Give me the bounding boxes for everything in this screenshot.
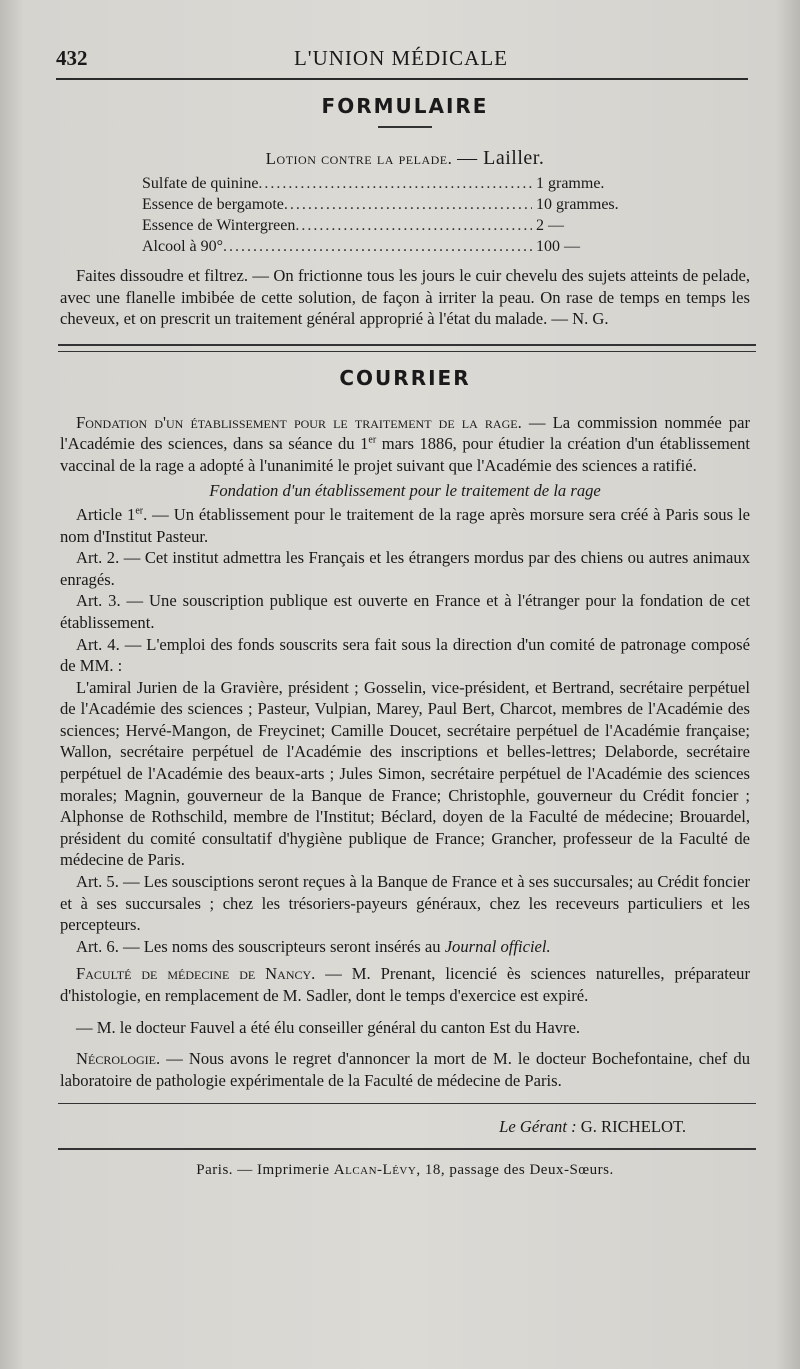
nancy-lead: Faculté de médecine de Nancy. (76, 964, 316, 984)
article-1 (60, 504, 750, 547)
ingredient-row (142, 215, 662, 236)
article-4: Art. 4. — L'emploi des fonds souscrits sera fait sous la direction d'un comité de patronage composé de MM. : (60, 634, 750, 676)
article-5: Art. 5. — Les sousciptions seront reçues à la Banque de France et à ses succursales; au Crédit foncier et à ses succursales ; chez les trésoriers-payeurs généraux, chez les receveurs particuliers et les percepteurs. (60, 872, 750, 935)
necrologie-paragraph (60, 1048, 750, 1091)
fondation-lead: Fondation d'un établissement pour le traitement de la rage. (76, 412, 522, 432)
lotion-heading (60, 148, 750, 170)
page-number: 432 (56, 46, 88, 70)
fondation-sup: er (368, 434, 377, 446)
ingredient-name: Essence de bergamote ..... (142, 194, 532, 215)
ingredient-list (142, 173, 662, 257)
footer-text-b: , 18, passage des Deux-Sœurs. (416, 1161, 614, 1178)
fondation-subtitle: Fondation d'un établissement pour le traitement de la rage (209, 481, 601, 501)
signature (60, 1116, 750, 1138)
page-content (60, 96, 750, 1182)
printer-footer (60, 1160, 750, 1182)
header-rule (56, 78, 748, 80)
ingredient-qty: 10 grammes. (536, 196, 619, 214)
fondation-text-a: — La commission nommée par l'Académie des sciences, dans sa séance du 1 (60, 412, 750, 454)
formulaire-title: FORMULAIRE (321, 94, 489, 118)
ingredient-qty: 1 gramme. (536, 175, 605, 193)
section-divider (58, 344, 756, 352)
art1-text: . — Un établissement pour le traitement de la rage après morsure sera créé à Paris sous le nom d'Institut Pasteur. (60, 504, 750, 546)
necro-lead: Nécrologie. (76, 1049, 161, 1069)
nancy-text: — M. Prenant, licencié ès sciences naturelles, préparateur d'histologie, en remplacement de M. Sadler, dont le temps d'exercice est expiré. (60, 964, 750, 1005)
art6-text: Art. 6. — Les noms des souscripteurs seront insérés au (76, 936, 445, 956)
ingredient-row (142, 236, 662, 257)
ingredient-name: Alcool à 90° ..... (142, 236, 532, 257)
lotion-instructions: Faites dissoudre et filtrez. — On frictionne tous les jours le cuir chevelu des sujets atteints de pelade, avec une flanelle imbibée de cette solution, de façon à irriter la peau. On rase de temps en temps les cheveux, et on prescrit un traitement général approprié à l'état du malade. — N. G. (60, 266, 750, 329)
lotion-author: — Lailler. (457, 146, 545, 169)
footer-text-a: Paris. — Imprimerie (196, 1161, 334, 1178)
footer-printer: Alcan-Lévy (333, 1161, 417, 1178)
ingredient-qty: 2 — (536, 217, 564, 235)
fondation-paragraph (60, 412, 750, 477)
article-2: Art. 2. — Cet institut admettra les Français et les étrangers mordus par des chiens ou autres animaux enragés. (60, 548, 750, 589)
ingredient-name: Sulfate de quinine ..... (142, 173, 532, 194)
ingredient-qty: 100 — (536, 238, 580, 256)
fondation-text-b: mars 1886, pour étudier la création d'un établissement vaccinal de la rage a adopté à l'unanimité le projet suivant que l'Académie des sciences a ratifié. (60, 434, 751, 475)
signature-name: G. RICHELOT. (580, 1117, 686, 1137)
ingredient-row (142, 173, 662, 194)
footer-rule (58, 1148, 756, 1150)
journal-title: L'UNION MÉDICALE (293, 46, 508, 70)
fauvel-paragraph: — M. le docteur Fauvel a été élu conseiller général du canton Est du Havre. (76, 1017, 581, 1037)
lotion-title: Lotion contre la pelade. (265, 148, 453, 168)
committee-list: L'amiral Jurien de la Gravière, président ; Gosselin, vice-président, et Bertrand, secrétaire perpétuel de l'Académie des sciences ; Pasteur, Vulpian, Marey, Paul Bert, Charcot, membres de l'Académie des sciences; Hervé-Mangon, de Freycinet; Camille Doucet, secrétaire perpétuel de l'Académie française; Wallon, secrétaire perpétuel de l'Académie des inscriptions et belles-lettres; Delaborde, secrétaire perpétuel de l'Académie des beaux-arts ; Jules Simon, secrétaire perpétuel de l'Académie des sciences morales; Magnin, gouverneur de la Banque de France; Christophle, gouverneur du Crédit foncier ; Alphonse de Rothschild, membre de l'Institut; Béclard, doyen de la Faculté de médecine; Brouardel, président du comité consultatif d'hygiène publique de France; Grancher, professeur de la Faculté de médecine de Paris. (60, 677, 750, 870)
nancy-paragraph (60, 963, 750, 1006)
signature-label: Le Gérant : (499, 1117, 577, 1137)
art1-sup: er (135, 505, 144, 517)
running-header (56, 44, 746, 76)
title-underline (378, 126, 432, 128)
necro-text: — Nous avons le regret d'annoncer la mort de M. le docteur Bochefontaine, chef du laboratoire de pathologie expérimentale de la Faculté de médecine de Paris. (60, 1049, 750, 1090)
art6-journal: Journal officiel. (444, 936, 551, 956)
article-3: Art. 3. — Une souscription publique est ouverte en France et à l'étranger pour la fondation de cet établissement. (60, 591, 750, 632)
ingredient-row (142, 194, 662, 215)
ingredient-name: Essence de Wintergreen ..... (142, 215, 532, 236)
art1-label: Article 1 (76, 504, 136, 524)
signature-rule (58, 1103, 756, 1104)
courrier-title: COURRIER (339, 365, 471, 390)
article-6 (60, 936, 750, 958)
